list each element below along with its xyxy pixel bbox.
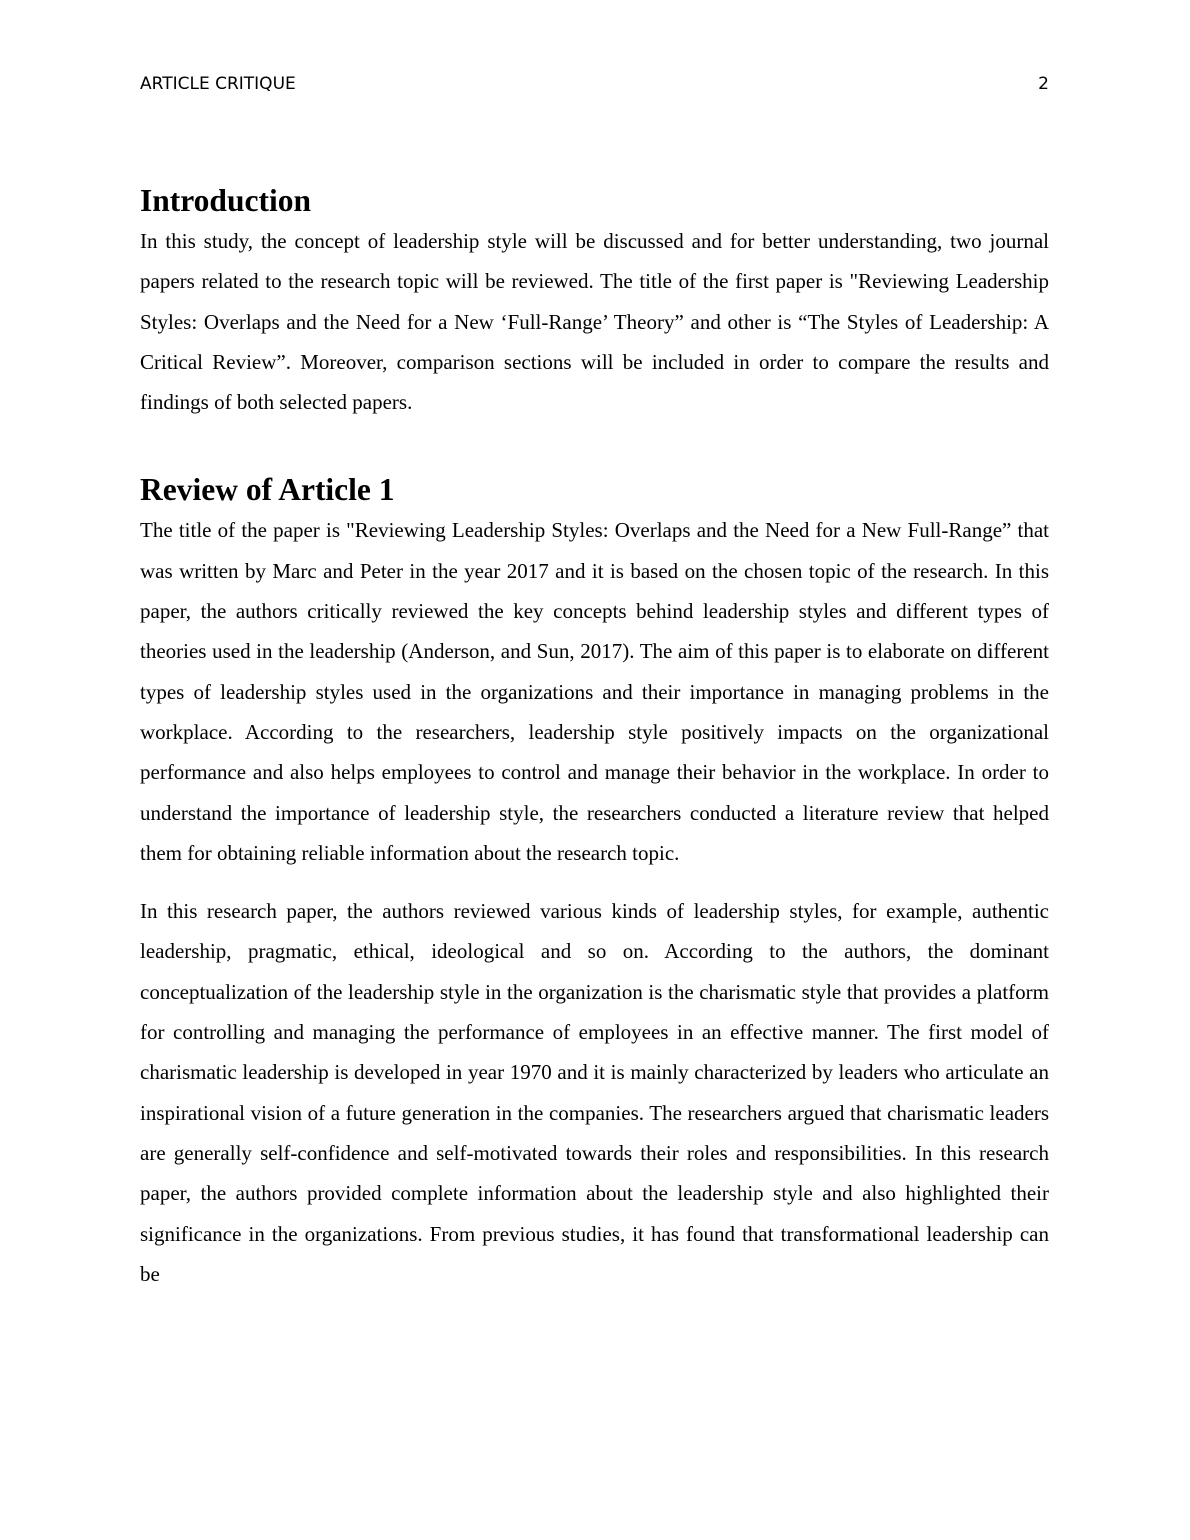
running-head-title: ARTICLE CRITIQUE (140, 74, 296, 94)
review-article-1-paragraph-2: In this research paper, the authors reviewed various kinds of leadership styles, for example, authentic leadership, pragmatic, ethical, ideological and so on. According to the authors, the dominant conceptualization of the leadership style in the organization is the charismatic style that provides a platform for controlling and managing the performance of employees in an effective manner. The first model of charismatic leadership is developed in year 1970 and it is mainly characterized by leaders who articulate an inspirational vision of a future generation in the companies. The researchers argued that charismatic leaders are generally self-confidence and self-motivated towards their roles and responsibilities. In this research paper, the authors provided complete information about the leadership style and also highlighted their significance in the organizations. From previous studies, it has found that transformational leadership can be (140, 899, 1049, 1286)
section-heading-introduction: Introduction (140, 183, 311, 218)
review-article-1-paragraph-1: The title of the paper is "Reviewing Leadership Styles: Overlaps and the Need for a New Full-Range” that was written by Marc and Peter in the year 2017 and it is based on the chosen topic of the research. In this paper, the authors critically reviewed the key concepts behind leadership styles and different types of theories used in the leadership (Anderson, and Sun, 2017). The aim of this paper is to elaborate on different types of leadership styles used in the organizations and their importance in managing problems in the workplace. According to the researchers, leadership style positively impacts on the organizational performance and also helps employees to control and manage their behavior in the workplace. In order to understand the importance of leadership style, the researchers conducted a literature review that helped them for obtaining reliable information about the research topic. (140, 518, 1049, 865)
section-heading-review-article-1: Review of Article 1 (140, 472, 395, 508)
page-number: 2 (1038, 74, 1049, 94)
document-body (140, 183, 1049, 1294)
introduction-paragraph: In this study, the concept of leadership style will be discussed and for better understanding, two journal papers related to the research topic will be reviewed. The title of the first paper is "Reviewing Leadership Styles: Overlaps and the Need for a New ‘Full-Range’ Theory” and other is “The Styles of Leadership: A Critical Review”. Moreover, comparison sections will be included in order to compare the results and findings of both selected papers. (140, 229, 1049, 415)
